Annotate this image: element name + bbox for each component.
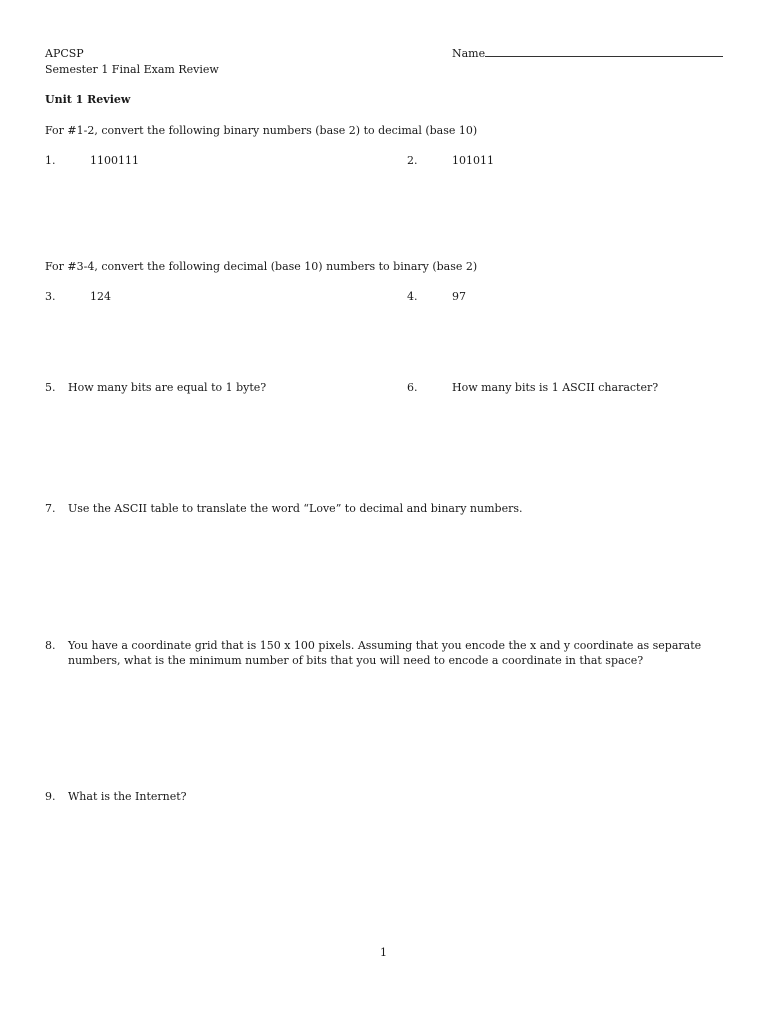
question-7-number: 7. — [45, 502, 56, 515]
name-blank-line — [485, 46, 723, 57]
question-2-number: 2. — [407, 154, 418, 167]
question-1-number: 1. — [45, 154, 56, 167]
question-3-text: 124 — [90, 290, 111, 303]
question-6-number: 6. — [407, 381, 418, 394]
question-9-number: 9. — [45, 790, 56, 803]
name-field — [452, 46, 723, 61]
question-6-text: How many bits is 1 ASCII character? — [452, 381, 659, 394]
question-7-text: Use the ASCII table to translate the word “Love” to decimal and binary numbers. — [68, 502, 523, 515]
question-4-number: 4. — [407, 290, 418, 303]
question-5-number: 5. — [45, 381, 56, 394]
question-2-text: 101011 — [452, 154, 494, 167]
question-4-text: 97 — [452, 290, 466, 303]
question-8-text: You have a coordinate grid that is 150 x 100 pixels. Assuming that you encode the x and y coordinate as separate numbers, what is the minimum number of bits that you will need to encode a coordinate in that space? — [68, 639, 702, 667]
document-subtitle: Semester 1 Final Exam Review — [45, 63, 219, 76]
page-number: 1 — [380, 946, 387, 959]
question-9-text: What is the Internet? — [68, 790, 187, 803]
question-3-number: 3. — [45, 290, 56, 303]
section-title: Unit 1 Review — [45, 93, 131, 106]
instruction-binary-to-decimal: For #1-2, convert the following binary numbers (base 2) to decimal (base 10) — [45, 124, 478, 137]
question-5-text: How many bits are equal to 1 byte? — [68, 381, 267, 394]
course-title: APCSP — [45, 47, 84, 60]
question-1-text: 1100111 — [90, 154, 139, 167]
instruction-decimal-to-binary: For #3-4, convert the following decimal (base 10) numbers to binary (base 2) — [45, 260, 478, 273]
question-8-number: 8. — [45, 639, 56, 652]
name-label: Name — [452, 47, 486, 60]
